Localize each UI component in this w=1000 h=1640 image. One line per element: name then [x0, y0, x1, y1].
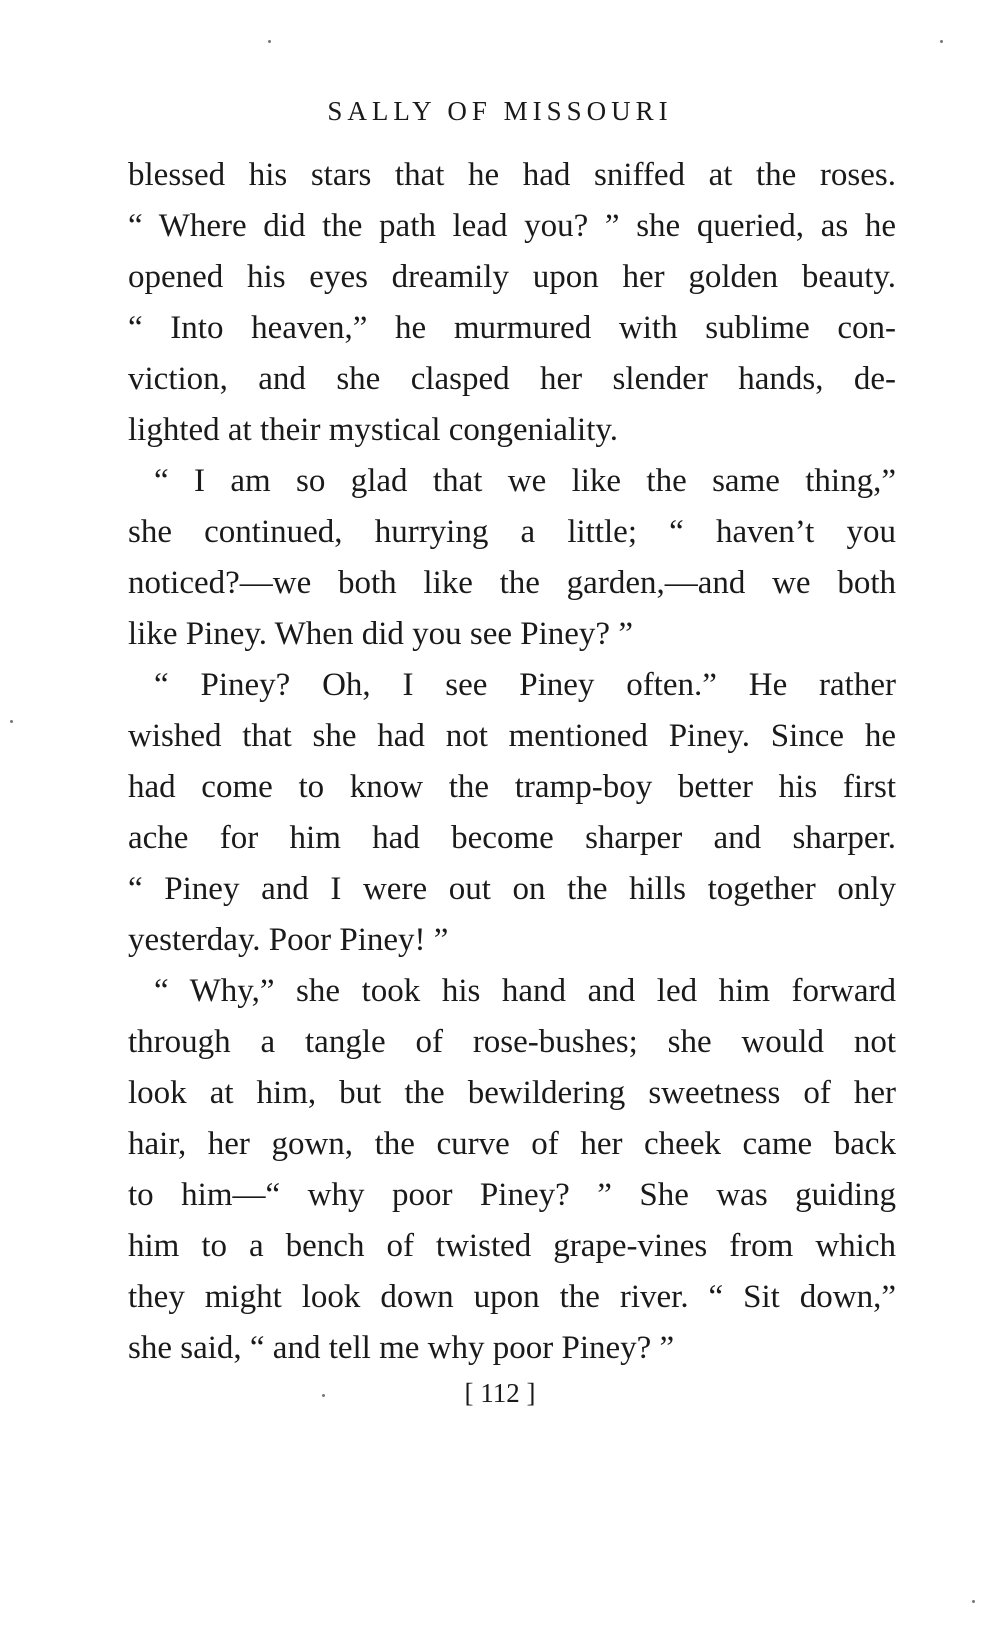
page-number: [ 112 ] — [464, 1378, 536, 1408]
text-line: “ Why,” she took his hand and led him forward — [154, 973, 896, 1009]
text-line: wished that she had not mentioned Piney. Since he — [128, 718, 896, 754]
body-text — [128, 150, 896, 1374]
text-line: “ Piney and I were out on the hills together only — [128, 871, 896, 907]
text-line: look at him, but the bewildering sweetness of her — [128, 1075, 896, 1111]
text-line: yesterday. Poor Piney! ” — [128, 922, 449, 958]
paper-speck — [972, 1600, 975, 1603]
text-line: blessed his stars that he had sniffed at the roses. — [128, 157, 896, 193]
paper-speck — [940, 40, 943, 43]
text-line: “ I am so glad that we like the same thing,” — [154, 463, 896, 499]
text-line: to him—“ why poor Piney? ” She was guiding — [128, 1177, 896, 1213]
text-line: ache for him had become sharper and sharper. — [128, 820, 896, 856]
paper-speck — [322, 1394, 325, 1397]
text-line: like Piney. When did you see Piney? ” — [128, 616, 633, 652]
text-line: had come to know the tramp-boy better his first — [128, 769, 896, 805]
text-line: hair, her gown, the curve of her cheek came back — [128, 1126, 896, 1162]
text-line: him to a bench of twisted grape-vines from which — [128, 1228, 896, 1264]
paper-speck — [268, 40, 271, 43]
text-line: she said, “ and tell me why poor Piney? ” — [128, 1330, 675, 1366]
running-title: SALLY OF MISSOURI — [327, 96, 673, 126]
text-line: opened his eyes dreamily upon her golden beauty. — [128, 259, 896, 295]
text-line: “ Piney? Oh, I see Piney often.” He rather — [154, 667, 896, 703]
text-line: lighted at their mystical congeniality. — [128, 412, 618, 448]
text-line: through a tangle of rose-bushes; she would not — [128, 1024, 896, 1060]
text-line: “ Into heaven,” he murmured with sublime con- — [128, 310, 896, 346]
paper-speck — [10, 720, 13, 723]
text-line: “ Where did the path lead you? ” she queried, as he — [128, 208, 896, 244]
text-line: noticed?—we both like the garden,—and we both — [128, 565, 896, 601]
text-line: she continued, hurrying a little; “ haven’t you — [128, 514, 896, 550]
text-line: they might look down upon the river. “ Sit down,” — [128, 1279, 896, 1315]
text-line: viction, and she clasped her slender hands, de- — [128, 361, 896, 397]
